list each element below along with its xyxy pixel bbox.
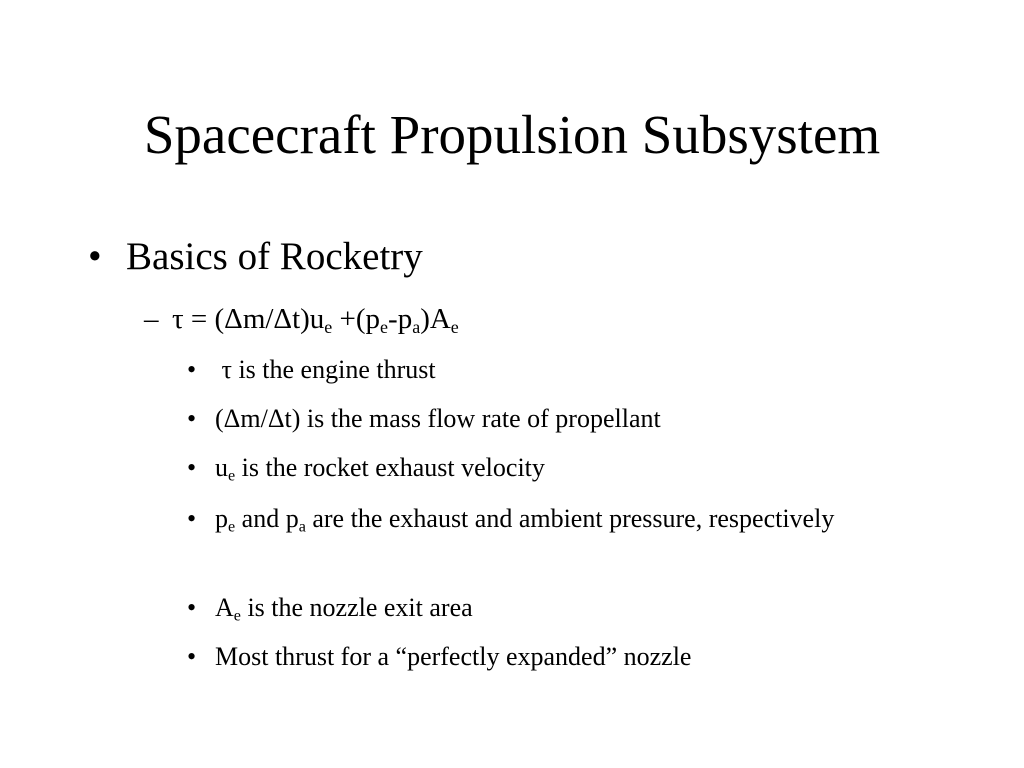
- bullet-icon: •: [187, 404, 197, 433]
- bullet-icon: •: [187, 593, 197, 622]
- text-part: A: [215, 593, 234, 622]
- text-part: p: [215, 504, 228, 533]
- text-part: are the exhaust and ambient pressure, respectively: [305, 504, 835, 533]
- equation-part: τ = (Δm/Δt)u: [172, 303, 325, 335]
- slide-title: Spacecraft Propulsion Subsystem: [143, 104, 881, 165]
- list-item-text: [215, 451, 895, 485]
- subscript: e: [228, 467, 236, 485]
- equation-part: -p: [388, 303, 413, 335]
- list-item-text: (Δm/Δt) is the mass flow rate of propellant: [215, 404, 661, 433]
- list-item-text: [215, 591, 895, 625]
- subscript: e: [228, 518, 236, 536]
- equation-subscript: a: [412, 317, 421, 338]
- list-item-text: τ is the engine thrust: [215, 355, 436, 384]
- bullet-icon: •: [187, 453, 197, 482]
- equation-part: +(p: [332, 303, 381, 335]
- dash-icon: –: [144, 303, 159, 335]
- list-item-text: Most thrust for a “perfectly expanded” nozzle: [215, 642, 692, 671]
- text-part: and p: [235, 504, 299, 533]
- bullet-icon: •: [187, 504, 197, 533]
- equation-subscript: e: [450, 317, 459, 338]
- list-item-text: [215, 502, 895, 536]
- bullet-icon: •: [187, 642, 197, 671]
- subscript: a: [298, 518, 306, 536]
- text-part: u: [215, 453, 228, 482]
- bullet-text: Basics of Rocketry: [126, 235, 423, 278]
- bullet-icon: •: [187, 355, 197, 384]
- equation-part: )A: [420, 303, 451, 335]
- equation-subscript: e: [380, 317, 389, 338]
- text-part: is the rocket exhaust velocity: [235, 453, 545, 482]
- text-part: is the nozzle exit area: [240, 593, 473, 622]
- equation-subscript: e: [324, 317, 333, 338]
- subscript: e: [233, 607, 241, 625]
- bullet-icon: •: [88, 235, 102, 278]
- equation-text: [172, 301, 459, 337]
